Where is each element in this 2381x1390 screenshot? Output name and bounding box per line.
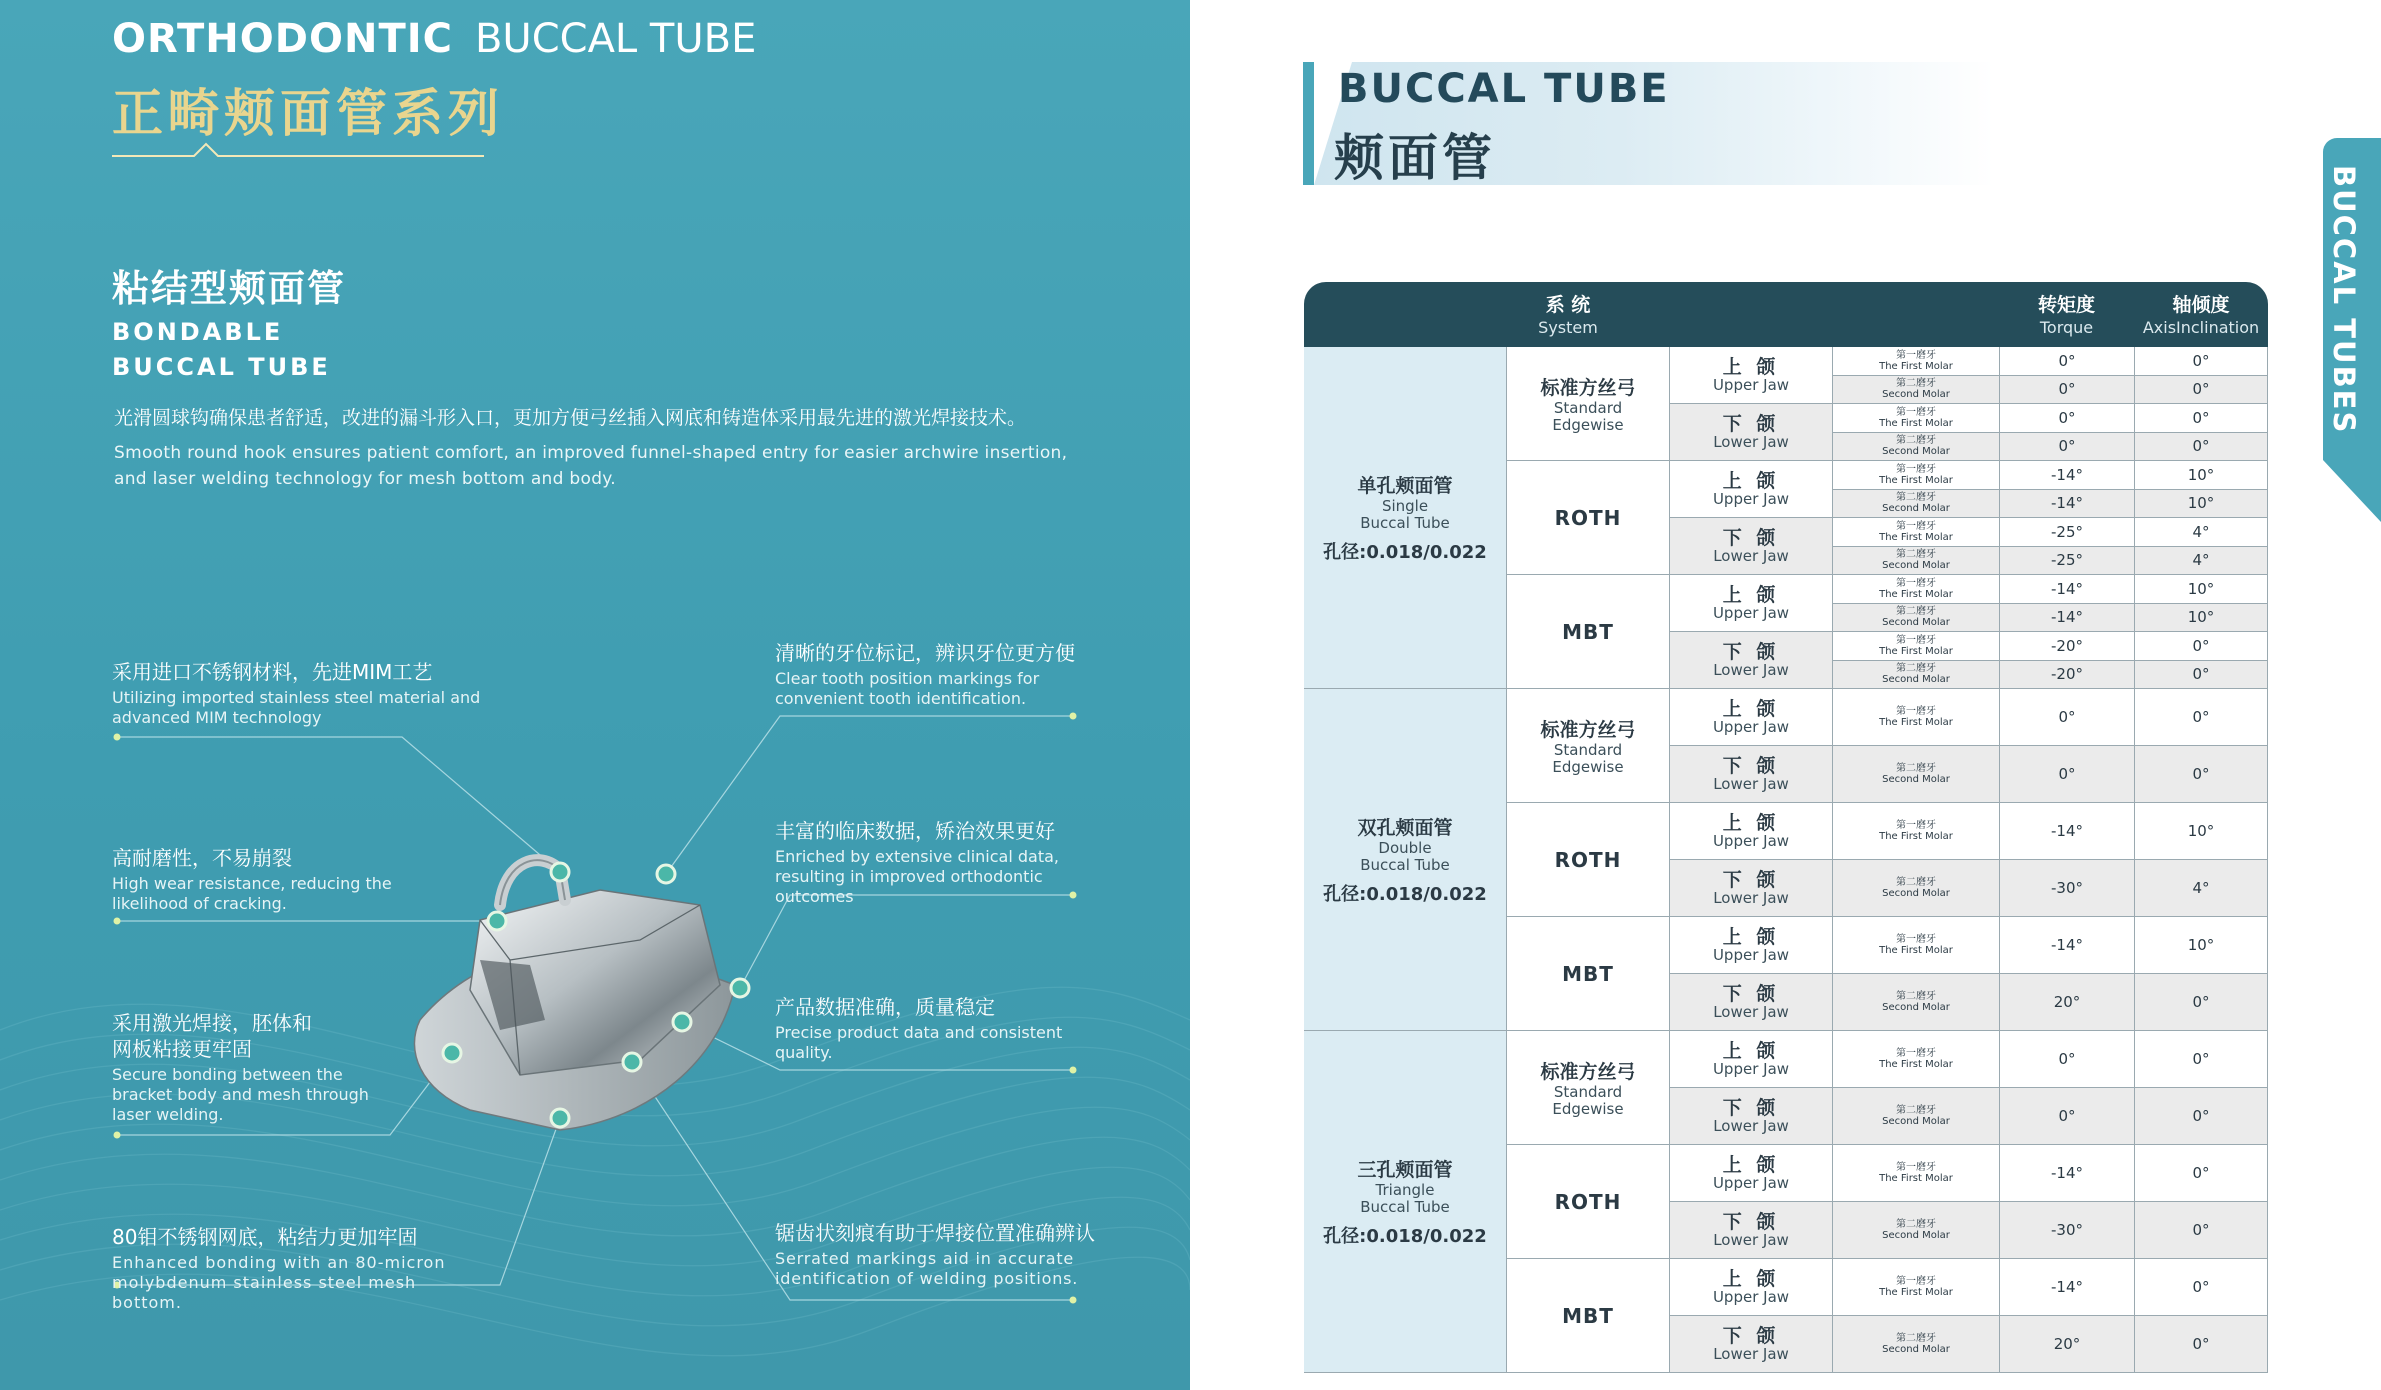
header-torque [1999,282,2134,338]
molar-name-en: The First Molar [1879,1059,1953,1070]
group-name-en-1: Double [1378,839,1432,857]
molar-name-en: Second Molar [1882,674,1950,686]
molar-name-cn: 第一磨牙 [1896,577,1936,589]
molar-name-cn: 第二磨牙 [1896,877,1936,888]
molar-name-cn: 第一磨牙 [1896,1162,1936,1173]
system-cell [1506,461,1669,575]
right-title-en: BUCCAL TUBE [1338,66,1670,112]
molar-name-cn: 第二磨牙 [1896,378,1936,390]
jaw-name-cn: 上 颌 [1722,1267,1780,1290]
feature-en: High wear resistance, reducing the likelihood of cracking. [112,874,392,913]
torque-cell: -25° [1999,518,2134,547]
molar-cell [1832,803,1999,860]
description-en: Smooth round hook ensures patient comfort, an improved funnel-shaped entry for easier archwire insertion, and laser welding technology for mesh bottom and body. [114,443,1068,489]
axis-inclination-cell: 0° [2134,661,2268,690]
feature-stainless-steel [112,659,512,728]
axis-inclination-cell: 0° [2134,974,2268,1031]
left-panel [0,0,1190,1390]
molar-name-en: Second Molar [1882,1230,1950,1241]
group-cell [1304,347,1506,689]
axis-inclination-cell: 10° [2134,461,2268,490]
molar-cell [1832,604,1999,633]
header-axis-en: AxisInclination [2142,318,2260,337]
axis-inclination-cell: 0° [2134,1259,2268,1316]
jaw-name-en: Lower Jaw [1713,432,1789,451]
torque-cell: 20° [1999,974,2134,1031]
feature-en: Secure bonding between the bracket body and mesh through laser welding. [112,1065,369,1124]
axis-inclination-cell: 4° [2134,547,2268,576]
jaw-name-en: Lower Jaw [1713,1002,1789,1021]
group-hole-size: 孔径:0.018/0.022 [1323,884,1487,905]
molar-cell [1832,1316,1999,1373]
molar-cell [1832,347,1999,376]
group-name-en-1: Triangle [1375,1181,1435,1199]
side-tab-label: BUCCAL TUBES [2327,165,2361,435]
torque-cell: -14° [1999,803,2134,860]
system-name: MBT [1562,619,1614,644]
jaw-name-en: Lower Jaw [1713,888,1789,907]
group-name-cn: 三孔颊面管 [1357,1159,1453,1181]
molar-cell [1832,547,1999,576]
group-name-en-2: Buccal Tube [1360,856,1450,874]
system-name: ROTH [1554,505,1622,530]
axis-inclination-cell: 0° [2134,433,2268,462]
molar-name-en: The First Molar [1879,1173,1953,1184]
molar-name-en: The First Molar [1879,945,1953,956]
molar-cell [1832,1259,1999,1316]
group-cell [1304,1031,1506,1373]
jaw-name-cn: 上 颌 [1722,697,1780,720]
axis-inclination-cell: 0° [2134,689,2268,746]
molar-cell [1832,1202,1999,1259]
torque-cell: -20° [1999,632,2134,661]
group-cell [1304,689,1506,1031]
molar-cell [1832,461,1999,490]
jaw-cell [1669,1088,1832,1145]
feature-mesh-bottom [112,1224,482,1313]
axis-inclination-cell: 0° [2134,1031,2268,1088]
feature-cn: 采用进口不锈钢材料，先进MIM工艺 [112,660,433,684]
title-chinese: 正畸颊面管系列 [112,85,505,144]
molar-name-cn: 第一磨牙 [1896,349,1936,361]
molar-cell [1832,575,1999,604]
molar-cell [1832,860,1999,917]
torque-cell: -25° [1999,547,2134,576]
header-axis-cn: 轴倾度 [2172,294,2230,316]
molar-cell [1832,376,1999,405]
molar-name-en: The First Molar [1879,1287,1953,1298]
system-name-en-2: Edgewise [1552,1100,1624,1118]
feature-serrated-markings [775,1220,1115,1289]
axis-inclination-cell: 10° [2134,604,2268,633]
torque-cell: -14° [1999,575,2134,604]
molar-name-cn: 第二磨牙 [1896,991,1936,1002]
jaw-cell [1669,1202,1832,1259]
jaw-name-en: Upper Jaw [1712,945,1790,964]
axis-inclination-cell: 10° [2134,575,2268,604]
molar-name-cn: 第一磨牙 [1896,463,1936,475]
axis-inclination-cell: 0° [2134,347,2268,376]
jaw-name-cn: 上 颌 [1722,583,1780,606]
molar-cell [1832,689,1999,746]
molar-cell [1832,974,1999,1031]
torque-cell: -30° [1999,860,2134,917]
molar-name-cn: 第二磨牙 [1896,492,1936,504]
header-axis [2134,282,2268,338]
molar-name-en: The First Molar [1879,588,1953,600]
jaw-name-en: Upper Jaw [1712,603,1790,622]
section-title-cn: 粘结型颊面管 [112,267,346,310]
molar-name-cn: 第一磨牙 [1896,706,1936,717]
torque-cell: -20° [1999,661,2134,690]
torque-cell: -14° [1999,490,2134,519]
molar-name-en: Second Molar [1882,1002,1950,1013]
feature-en: Clear tooth position markings for convenient tooth identification. [775,669,1040,708]
torque-cell: 0° [1999,433,2134,462]
molar-name-cn: 第二磨牙 [1896,1219,1936,1230]
system-cell [1506,689,1669,803]
molar-name-en: Second Molar [1882,503,1950,515]
torque-cell: 0° [1999,746,2134,803]
jaw-name-en: Lower Jaw [1713,1116,1789,1135]
system-cell [1506,575,1669,689]
molar-cell [1832,1145,1999,1202]
molar-name-cn: 第一磨牙 [1896,1048,1936,1059]
feature-cn: 清晰的牙位标记，辨识牙位更方便 [775,641,1075,665]
molar-cell [1832,433,1999,462]
molar-name-en: Second Molar [1882,389,1950,401]
molar-name-cn: 第二磨牙 [1896,435,1936,447]
molar-name-cn: 第二磨牙 [1896,763,1936,774]
axis-inclination-cell: 0° [2134,1202,2268,1259]
molar-name-cn: 第一磨牙 [1896,406,1936,418]
torque-cell: 0° [1999,376,2134,405]
torque-cell: 0° [1999,1031,2134,1088]
jaw-cell [1669,803,1832,860]
molar-cell [1832,404,1999,433]
feature-precise-data [775,994,1095,1063]
molar-name-en: Second Molar [1882,774,1950,785]
jaw-name-en: Upper Jaw [1712,831,1790,850]
section-title-en-1: BONDABLE [112,318,284,346]
torque-cell: 20° [1999,1316,2134,1373]
header-system [1304,282,1832,338]
right-title-cn: 颊面管 [1334,129,1496,187]
jaw-name-en: Upper Jaw [1712,1173,1790,1192]
molar-cell [1832,1088,1999,1145]
jaw-name-en: Lower Jaw [1713,660,1789,679]
jaw-name-cn: 下 颌 [1722,754,1780,777]
system-name-en-1: Standard [1553,741,1623,759]
system-name-en-1: Standard [1553,399,1623,417]
feature-cn: 锯齿状刻痕有助于焊接位置准确辨认 [775,1221,1095,1245]
torque-cell: 0° [1999,347,2134,376]
jaw-name-cn: 下 颌 [1722,1324,1780,1347]
jaw-name-en: Upper Jaw [1712,489,1790,508]
axis-inclination-cell: 0° [2134,746,2268,803]
feature-en: Enriched by extensive clinical data, resulting in improved orthodontic outcomes [775,847,1060,906]
system-name: ROTH [1554,847,1622,872]
header-torque-cn: 转矩度 [2037,294,2095,316]
feature-cn: 产品数据准确，质量稳定 [775,995,995,1019]
axis-inclination-cell: 0° [2134,1088,2268,1145]
jaw-name-cn: 上 颌 [1722,469,1780,492]
jaw-name-cn: 下 颌 [1722,1210,1780,1233]
jaw-cell [1669,461,1832,518]
jaw-name-cn: 下 颌 [1722,1096,1780,1119]
jaw-cell [1669,404,1832,461]
molar-name-cn: 第二磨牙 [1896,1105,1936,1116]
system-name-cn: 标准方丝弓 [1540,377,1636,399]
feature-cn: 高耐磨性，不易崩裂 [112,846,292,870]
system-name: MBT [1562,1303,1614,1328]
jaw-name-cn: 下 颌 [1722,868,1780,891]
group-hole-size: 孔径:0.018/0.022 [1323,1226,1487,1247]
axis-inclination-cell: 4° [2134,518,2268,547]
jaw-name-en: Upper Jaw [1712,1059,1790,1078]
group-hole-size: 孔径:0.018/0.022 [1323,542,1487,563]
torque-cell: -14° [1999,917,2134,974]
molar-cell [1832,661,1999,690]
feature-en: Serrated markings aid in accurate identification of welding positions. [775,1249,1079,1288]
title-bold-text: ORTHODONTIC [112,16,453,62]
jaw-name-cn: 下 颌 [1722,982,1780,1005]
feature-wear-resistance [112,845,412,914]
axis-inclination-cell: 0° [2134,1316,2268,1373]
feature-clinical-data [775,818,1120,907]
molar-name-cn: 第一磨牙 [1896,520,1936,532]
molar-name-en: The First Molar [1879,474,1953,486]
molar-name-cn: 第二磨牙 [1896,663,1936,675]
molar-name-cn: 第一磨牙 [1896,934,1936,945]
molar-cell [1832,490,1999,519]
molar-name-en: The First Molar [1879,717,1953,728]
jaw-name-en: Lower Jaw [1713,546,1789,565]
molar-name-en: The First Molar [1879,360,1953,372]
jaw-cell [1669,1316,1832,1373]
jaw-cell [1669,632,1832,689]
molar-name-en: Second Molar [1882,1344,1950,1355]
group-name-cn: 双孔颊面管 [1357,817,1453,839]
system-name-en-2: Edgewise [1552,416,1624,434]
jaw-cell [1669,1259,1832,1316]
jaw-name-en: Lower Jaw [1713,1344,1789,1363]
system-name: MBT [1562,961,1614,986]
jaw-name-cn: 下 颌 [1722,640,1780,663]
system-name-cn: 标准方丝弓 [1540,719,1636,741]
torque-cell: -14° [1999,604,2134,633]
feature-cn: 采用激光焊接，胚体和 网板粘接更牢固 [112,1011,312,1061]
jaw-name-en: Lower Jaw [1713,1230,1789,1249]
axis-inclination-cell: 0° [2134,404,2268,433]
jaw-name-cn: 上 颌 [1722,1153,1780,1176]
system-name: ROTH [1554,1189,1622,1214]
torque-cell: -14° [1999,1145,2134,1202]
feature-en: Enhanced bonding with an 80-micron molybdenum stainless steel mesh bottom. [112,1253,446,1312]
group-name-en-1: Single [1381,497,1429,515]
jaw-cell [1669,974,1832,1031]
molar-name-en: Second Molar [1882,888,1950,899]
torque-cell: 0° [1999,404,2134,433]
torque-cell: 0° [1999,689,2134,746]
jaw-cell [1669,746,1832,803]
molar-cell [1832,746,1999,803]
jaw-name-cn: 下 颌 [1722,526,1780,549]
molar-name-en: The First Molar [1879,531,1953,543]
molar-cell [1832,518,1999,547]
feature-cn: 丰富的临床数据，矫治效果更好 [775,819,1055,843]
jaw-cell [1669,575,1832,632]
section-title-en-2: BUCCAL TUBE [112,353,331,381]
jaw-name-en: Upper Jaw [1712,717,1790,736]
system-cell [1506,803,1669,917]
title-light-text: BUCCAL TUBE [474,16,757,62]
group-name-cn: 单孔颊面管 [1357,475,1453,497]
molar-name-en: The First Molar [1879,417,1953,429]
torque-cell: -30° [1999,1202,2134,1259]
axis-inclination-cell: 10° [2134,490,2268,519]
jaw-cell [1669,689,1832,746]
jaw-name-cn: 上 颌 [1722,925,1780,948]
feature-tooth-markings [775,640,1095,709]
molar-name-cn: 第一磨牙 [1896,634,1936,646]
system-name-en-2: Edgewise [1552,758,1624,776]
molar-name-en: Second Molar [1882,560,1950,572]
jaw-cell [1669,1031,1832,1088]
molar-name-cn: 第二磨牙 [1896,549,1936,561]
molar-name-cn: 第一磨牙 [1896,820,1936,831]
molar-name-cn: 第一磨牙 [1896,1276,1936,1287]
header-system-cn: 系 统 [1545,294,1591,316]
jaw-cell [1669,518,1832,575]
jaw-cell [1669,917,1832,974]
header-system-en: System [1538,318,1598,337]
molar-name-cn: 第二磨牙 [1896,1333,1936,1344]
molar-name-en: Second Molar [1882,446,1950,458]
feature-en: Precise product data and consistent quality. [775,1023,1063,1062]
molar-cell [1832,632,1999,661]
molar-name-cn: 第二磨牙 [1896,606,1936,618]
feature-cn: 80钼不锈钢网底，粘结力更加牢固 [112,1225,418,1249]
molar-cell [1832,1031,1999,1088]
axis-inclination-cell: 0° [2134,632,2268,661]
jaw-name-cn: 下 颌 [1722,412,1780,435]
feature-laser-welding [112,1010,372,1125]
system-cell [1506,1259,1669,1373]
jaw-name-cn: 上 颌 [1722,355,1780,378]
jaw-cell [1669,860,1832,917]
jaw-cell [1669,347,1832,404]
axis-inclination-cell: 0° [2134,1145,2268,1202]
system-cell [1506,917,1669,1031]
torque-cell: 0° [1999,1088,2134,1145]
feature-en: Utilizing imported stainless steel material and advanced MIM technology [112,688,481,727]
system-cell [1506,1031,1669,1145]
description-cn: 光滑圆球钩确保患者舒适，改进的漏斗形入口，更加方便弓丝插入网底和铸造体采用最先进的激光焊接技术。 [114,407,1027,429]
group-name-en-2: Buccal Tube [1360,1198,1450,1216]
system-name-cn: 标准方丝弓 [1540,1061,1636,1083]
group-name-en-2: Buccal Tube [1360,514,1450,532]
axis-inclination-cell: 10° [2134,803,2268,860]
jaw-name-en: Upper Jaw [1712,375,1790,394]
jaw-cell [1669,1145,1832,1202]
header-torque-en: Torque [2039,318,2094,337]
molar-cell [1832,917,1999,974]
jaw-name-en: Lower Jaw [1713,774,1789,793]
jaw-name-cn: 上 颌 [1722,1039,1780,1062]
system-cell [1506,1145,1669,1259]
axis-inclination-cell: 0° [2134,376,2268,405]
jaw-name-cn: 上 颌 [1722,811,1780,834]
molar-name-en: Second Molar [1882,617,1950,629]
molar-name-en: The First Molar [1879,645,1953,657]
title-accent-bar [1303,62,1314,185]
molar-name-en: The First Molar [1879,831,1953,842]
torque-cell: -14° [1999,461,2134,490]
axis-inclination-cell: 10° [2134,917,2268,974]
system-cell [1506,347,1669,461]
torque-cell: -14° [1999,1259,2134,1316]
molar-name-en: Second Molar [1882,1116,1950,1127]
axis-inclination-cell: 4° [2134,860,2268,917]
table-header [1304,282,2268,347]
jaw-name-en: Upper Jaw [1712,1287,1790,1306]
system-name-en-1: Standard [1553,1083,1623,1101]
